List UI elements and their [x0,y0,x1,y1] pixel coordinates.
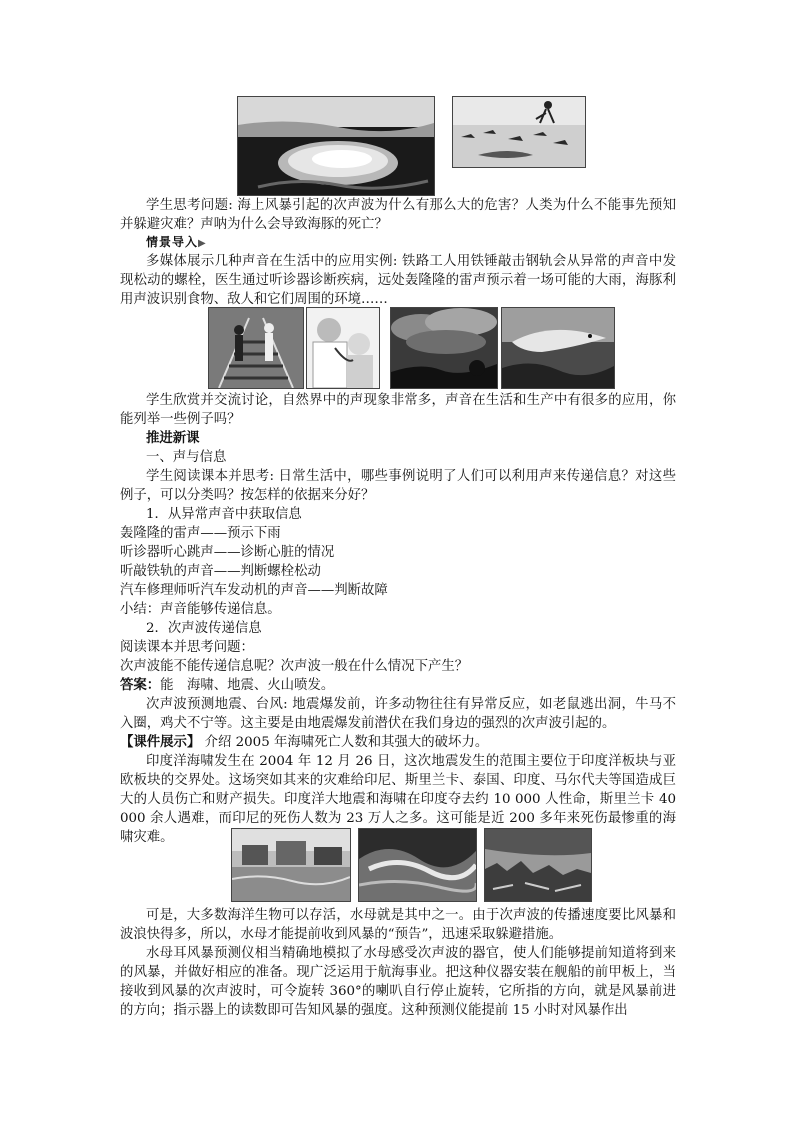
scene-heading [146,234,676,252]
student-question: 学生思考问题: 海上风暴引起的次声波为什么有那么大的危害？人类为什么不能事先预知并躲避灾难？声呐为什么会导致海豚的死亡？ [120,198,676,232]
section-1-heading: 一、声与信息 [146,450,227,465]
courseware-text: 介绍 2005 年海啸死亡人数和其强大的破坏力。 [200,735,489,750]
storm-predictor-paragraph: 水母耳风暴预测仪相当精确地模拟了水母感受次声波的器官，使人们能够提前知道将到来的风暴，并做好相应的准备。现广泛运用于航海事业。把这种仪器安装在舰船的前甲板上，当接收到风暴的次声波时，可令旋转 360°的喇叭自行停止旋转，它所指的方向，就是风暴前进的方向；指示器上的读数即可告知风暴的强度。这种预测仪能提前 15 小时对风暴作出 [120,946,676,1018]
example-item: 汽车修理师听汽车发动机的声音——判断故障 [120,583,388,598]
tsunami-wave-photo [358,828,477,902]
railway-worker-photo [208,307,304,389]
storm-photo [237,96,435,196]
answer-label: 答案： [120,677,161,693]
jellyfish-paragraph: 可是，大多数海洋生物可以存活，水母就是其中之一。由于次声波的传播速度要比风暴和波浪快得多，所以，水母才能提前收到风暴的“预告”，迅速采取躲避措施。 [120,908,676,942]
answer-text: 能 海啸、地震、火山喷发。 [160,678,335,693]
beached-dolphins-photo [452,96,586,168]
multimedia-paragraph: 多媒体展示几种声音在生活中的应用实例: 铁路工人用铁锤敲击钢轨会从异常的声音中发现松动的螺栓，医生通过听诊器诊断疾病，远处轰隆隆的雷声预示着一场可能的大雨，海豚利用声波识别食物、敌人和它们周围的环境…… [120,254,676,307]
text-block-2 [120,391,676,847]
tsunami-ruins-photo [484,828,592,902]
arrow-icon: ▶ [198,238,207,249]
example-item: 轰隆隆的雷声——预示下雨 [120,526,281,541]
scene-heading-text: 情景导入 [146,235,199,249]
new-lesson-heading: 推进新课 [146,430,200,446]
tsunami-flood-photo [231,828,351,902]
discussion-paragraph: 学生欣赏并交流讨论，自然界中的声现象非常多，声音在生活和生产中有很多的应用，你能列举一些例子吗？ [120,393,676,427]
subsection-2-heading: 2．次声波传递信息 [146,621,262,636]
example-item: 听诊器听心跳声——诊断心脏的情况 [120,545,335,560]
infrasound-earthquake-paragraph: 次声波预测地震、台风: 地震爆发前，许多动物往往有异常反应，如老鼠逃出洞，牛马不入圈，鸡犬不宁等。这主要是由地震爆发前潜伏在我们身边的强烈的次声波引起的。 [120,697,676,731]
example-item: 听敲铁轨的声音——判断螺栓松动 [120,564,321,579]
subsection-1-heading: 1．从异常声音中获取信息 [146,507,302,522]
courseware-line [120,733,676,752]
question-line: 次声波能不能传递信息呢？次声波一般在什么情况下产生？ [120,659,469,674]
doctor-stethoscope-photo [306,307,380,389]
answer-line [120,676,676,695]
text-block-3 [120,906,676,1020]
thunder-clouds-photo [390,307,498,389]
tsunami-paragraph: 印度洋海啸发生在 2004 年 12 月 26 日，这次地震发生的范围主要位于印度洋板块与亚欧板块的交界处。这场突如其来的灾难给印尼、斯里兰卡、泰国、印度、马尔代夫等国造成巨大的人员伤亡和财产损失。印度洋大地震和海啸在印度夺去约 10 000 人性命，斯里兰卡 40 000 余人遇难，而印尼的死伤人数为 23 万人之多。这可能是近 200 多年来死伤最惨重的海啸灾难。 [120,754,676,845]
reading-question: 学生阅读课本并思考: 日常生活中，哪些事例说明了人们可以利用声来传递信息？对这些例子，可以分类吗？按怎样的依据来分好？ [120,469,676,503]
courseware-label: 【课件展示】 [120,734,201,750]
text-block-1 [120,196,676,309]
summary-line: 小结：声音能够传递信息。 [120,602,281,617]
question-intro: 阅读课本并思考问题： [120,640,254,655]
dolphin-photo [501,307,615,389]
